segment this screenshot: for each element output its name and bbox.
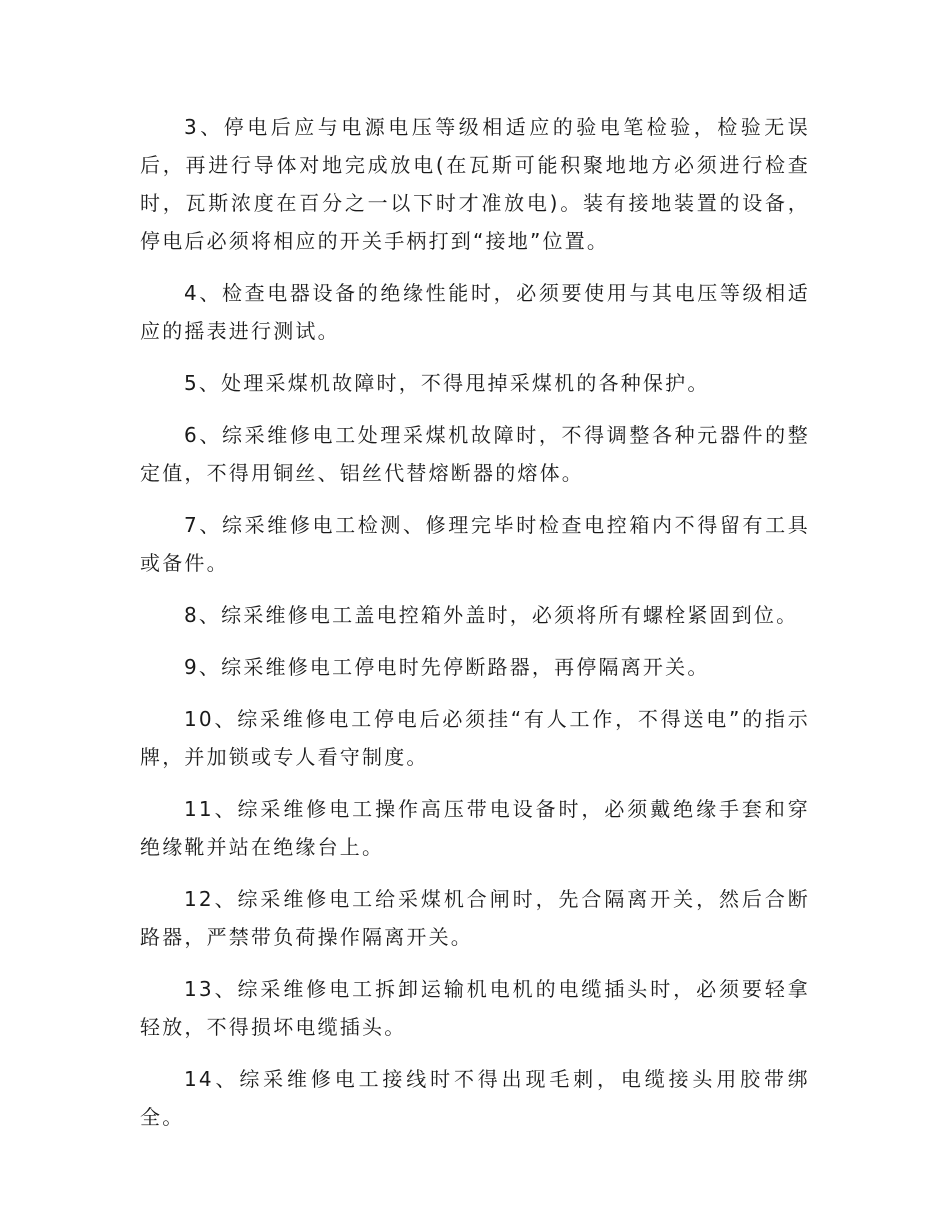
paragraph-5: 5、处理采煤机故障时，不得甩掉采煤机的各种保护。: [184, 371, 710, 395]
document-body: [140, 108, 810, 1150]
paragraph-4: 4、检查电器设备的绝缘性能时，必须要使用与其电压等级相适应的摇表进行测试。: [140, 281, 810, 343]
paragraph-7: 7、综采维修电工检测、修理完毕时检查电控箱内不得留有工具或备件。: [140, 513, 810, 575]
paragraph-3: 3、停电后应与电源电压等级相适应的验电笔检验，检验无误后，再进行导体对地完成放电(在瓦斯可能积聚地地方必须进行检查时，瓦斯浓度在百分之一以下时才准放电)。装有接地装置的设备，停电后必须将相应的开关手柄打到“接地”位置。: [140, 115, 810, 253]
paragraph-14: 14、综采维修电工接线时不得出现毛刺，电缆接头用胶带绑全。: [140, 1067, 810, 1129]
paragraph-6: 6、综采维修电工处理采煤机故障时，不得调整各种元器件的整定值，不得用铜丝、铝丝代替熔断器的熔体。: [140, 423, 810, 485]
paragraph-8: 8、综采维修电工盖电控箱外盖时，必须将所有螺栓紧固到位。: [184, 603, 799, 627]
paragraph-9: 9、综采维修电工停电时先停断路器，再停隔离开关。: [184, 655, 710, 679]
paragraph-11: 11、综采维修电工操作高压带电设备时，必须戴绝缘手套和穿绝缘靴并站在绝缘台上。: [140, 797, 810, 859]
paragraph-12: 12、综采维修电工给采煤机合闸时，先合隔离开关，然后合断路器，严禁带负荷操作隔离开关。: [140, 887, 810, 949]
paragraph-13: 13、综采维修电工拆卸运输机电机的电缆插头时，必须要轻拿轻放，不得损坏电缆插头。: [140, 977, 810, 1039]
paragraph-10: 10、综采维修电工停电后必须挂“有人工作，不得送电”的指示牌，并加锁或专人看守制度。: [140, 707, 810, 769]
